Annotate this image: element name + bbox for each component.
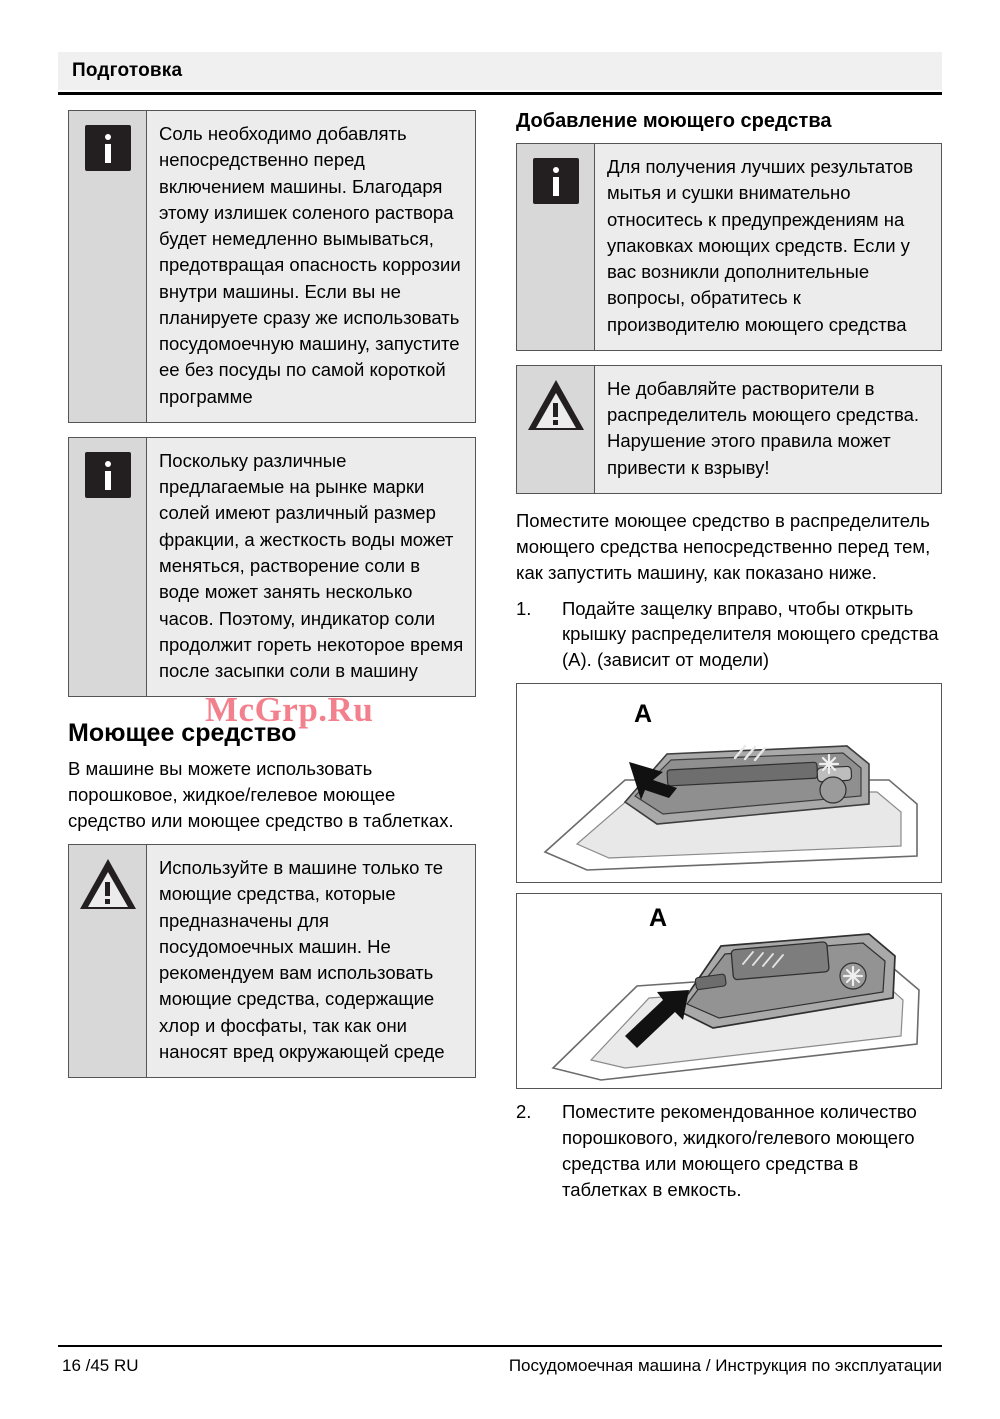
warning-triangle-icon — [528, 380, 584, 430]
footer-page-number: 16 /45 RU — [62, 1356, 139, 1375]
page-header-band — [58, 52, 942, 90]
dispenser-closed-illustration — [517, 894, 941, 1088]
warning-icon-cell — [517, 366, 595, 493]
warning-detergent — [68, 844, 476, 1078]
note-salt-text: Соль необходимо добавлять непосредственно перед включением машины. Благодаря этому излишек соленого раствора будет немедленно вымываться, предотвращая опасность коррозии внутри машины. Если вы не планируете сразу же использовать посудомоечную машину, запустите ее без посуды по самой короткой программе — [147, 111, 475, 422]
info-icon-cell — [69, 111, 147, 422]
info-icon — [85, 125, 131, 171]
subsection-heading-adding-detergent: Добавление моющего средства — [516, 110, 832, 132]
note-salt — [68, 110, 476, 423]
step-text: Подайте защелку вправо, чтобы открыть крышку распределителя моющего средства (A). (зависит от модели) — [562, 597, 939, 671]
footer-document-title: Посудомоечная машина / Инструкция по эксплуатации — [508, 1356, 942, 1375]
step-number: 2. — [516, 1101, 532, 1123]
warning-solvents — [516, 365, 942, 494]
step-number: 1. — [516, 597, 532, 619]
note-best-results-text: Для получения лучших результатов мытья и сушки внимательно относитесь к предупреждениям на упаковках моющих средств. Если у вас возникли дополнительные вопросы, обратитесь к производителю моющего средства — [595, 144, 941, 350]
info-icon — [533, 158, 579, 204]
figure-2-label: A — [649, 904, 668, 933]
header-divider — [58, 92, 942, 95]
footer-divider — [58, 1345, 942, 1347]
list-item — [516, 1099, 942, 1203]
note-best-results — [516, 143, 942, 351]
warning-solvents-text: Не добавляйте растворители в распределитель моющего средства. Нарушение этого правила может привести к взрыву! — [595, 366, 941, 493]
intro-paragraph: Поместите моющее средство в распределитель моющего средства непосредственно перед тем, как запустить машину, как показано ниже. — [516, 509, 931, 583]
step-text: Поместите рекомендованное количество порошкового, жидкого/гелевого моющего средства или моющего средства в таблетках в емкость. — [562, 1101, 917, 1200]
figure-dispenser-closed — [516, 893, 942, 1089]
warning-icon-cell — [69, 845, 147, 1077]
figure-1-label: A — [634, 700, 653, 729]
steps-list — [516, 596, 942, 674]
note-salt-grain — [68, 437, 476, 697]
info-icon — [85, 452, 131, 498]
left-column — [68, 110, 476, 1092]
warning-triangle-icon — [80, 859, 136, 909]
watermark: McGrp.Ru — [205, 690, 374, 729]
warning-detergent-text: Используйте в машине только те моющие средства, которые предназначены для посудомоечных машин. Не рекомендуем вам использовать моющие средства, содержащие хлор и фосфаты, так как они наносят вред окружающей среде — [147, 845, 475, 1077]
note-salt-grain-text: Поскольку различные предлагаемые на рынке марки солей имеют различный размер фракции, а жесткость воды может меняться, растворение соли в воде может занять несколько часов. Поэтому, индикатор соли продолжит гореть некоторое время после засыпки соли в машину — [147, 438, 475, 696]
section-paragraph-detergent: В машине вы можете использовать порошковое, жидкое/гелевое моющее средство или моющее средство в таблетках. — [68, 758, 454, 832]
info-icon-cell — [69, 438, 147, 696]
section-heading-detergent: Моющее средство — [68, 719, 297, 748]
list-item — [516, 596, 942, 674]
figure-dispenser-open — [516, 683, 942, 883]
page-title: Подготовка — [72, 60, 183, 81]
steps-list-2 — [516, 1099, 942, 1203]
dispenser-open-illustration — [517, 684, 941, 882]
info-icon-cell — [517, 144, 595, 350]
right-column — [516, 110, 942, 1211]
